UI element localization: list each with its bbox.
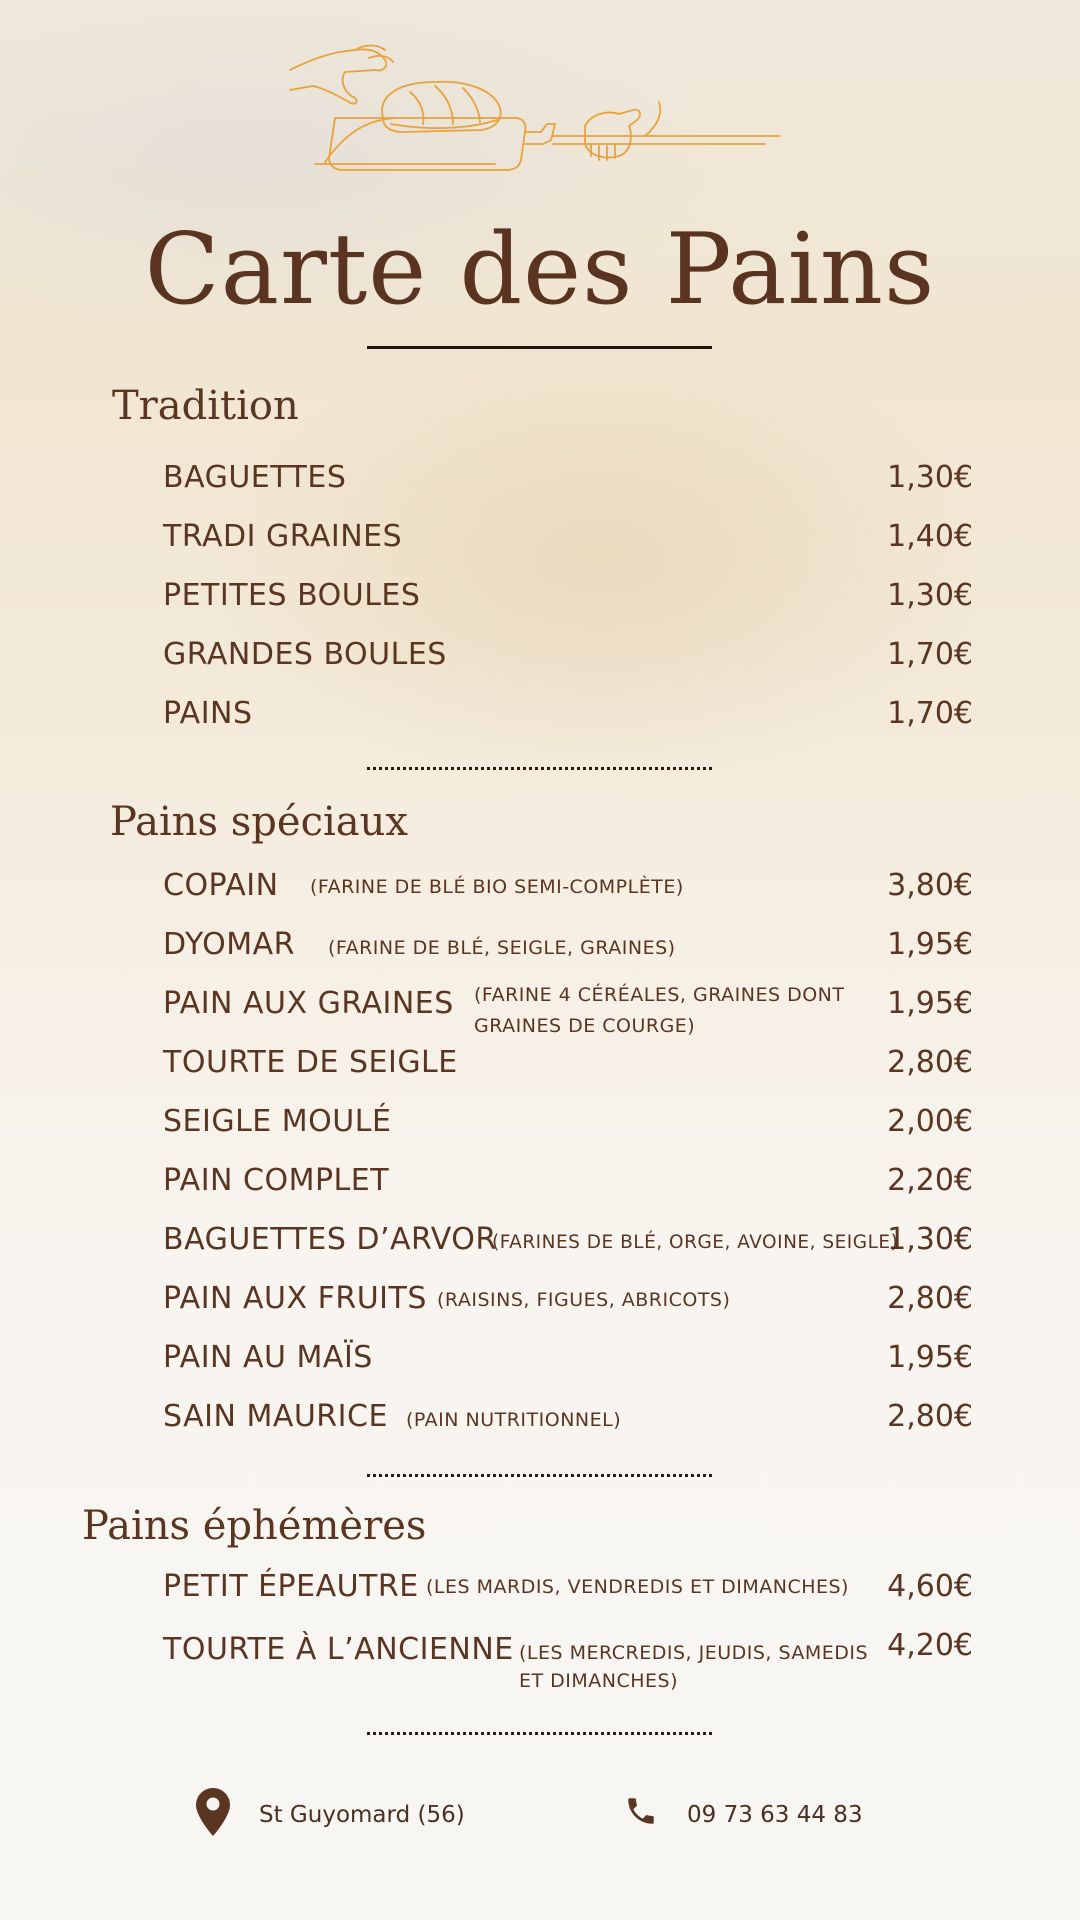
- item-name: TOURTE DE SEIGLE: [163, 1045, 458, 1080]
- item-description-line2: GRAINES DE COURGE): [474, 1015, 696, 1037]
- item-name: PAIN AUX GRAINES: [163, 986, 454, 1021]
- menu-item: [163, 1220, 973, 1280]
- item-price: 1,30€: [887, 460, 973, 495]
- dotted-divider: [367, 1732, 712, 1735]
- item-name: BAGUETTES D’ARVOR: [163, 1222, 497, 1257]
- item-name: PAINS: [163, 696, 253, 731]
- section-title-ephemeres: Pains éphémères: [82, 1503, 427, 1549]
- menu-item: [163, 694, 973, 754]
- item-description: (PAIN NUTRITIONNEL): [406, 1409, 622, 1431]
- menu-item: [163, 1567, 973, 1627]
- menu-item: [163, 1102, 973, 1162]
- phone-icon: [624, 1794, 658, 1828]
- item-name: TRADI GRAINES: [163, 519, 403, 554]
- menu-item: [163, 1338, 973, 1398]
- item-price: 2,00€: [887, 1104, 973, 1139]
- menu-item: [163, 1630, 973, 1690]
- menu-item: [163, 925, 973, 985]
- menu-item: [163, 458, 973, 518]
- map-pin-icon: [196, 1788, 230, 1836]
- item-name: GRANDES BOULES: [163, 637, 447, 672]
- item-description: (LES MARDIS, VENDREDIS ET DIMANCHES): [426, 1576, 849, 1598]
- item-description: (RAISINS, FIGUES, ABRICOTS): [437, 1289, 731, 1311]
- item-name: BAGUETTES: [163, 460, 347, 495]
- item-name: PAIN AUX FRUITS: [163, 1281, 427, 1316]
- section-title-tradition: Tradition: [112, 383, 299, 429]
- menu-item: [163, 1043, 973, 1103]
- item-price: 3,80€: [887, 868, 973, 903]
- item-price: 1,40€: [887, 519, 973, 554]
- menu-item: [163, 984, 973, 1044]
- item-name: SAIN MAURICE: [163, 1399, 388, 1434]
- footer-location: St Guyomard (56): [259, 1802, 465, 1828]
- item-price: 2,80€: [887, 1399, 973, 1434]
- item-description-line1: (FARINE 4 CÉRÉALES, GRAINES DONT: [474, 984, 845, 1006]
- menu-item: [163, 1279, 973, 1339]
- item-name: TOURTE À L’ANCIENNE: [163, 1632, 514, 1667]
- menu-item: [163, 635, 973, 695]
- menu-item: [163, 1161, 973, 1221]
- item-name: SEIGLE MOULÉ: [163, 1104, 392, 1139]
- dotted-divider: [367, 1474, 712, 1477]
- section-title-speciaux: Pains spéciaux: [110, 799, 408, 845]
- item-name: PAIN AU MAÏS: [163, 1340, 373, 1375]
- item-price: 1,70€: [887, 637, 973, 672]
- item-name: DYOMAR: [163, 927, 296, 962]
- menu-item: [163, 866, 973, 926]
- item-description: (FARINE DE BLÉ BIO SEMI-COMPLÈTE): [310, 876, 684, 898]
- item-description: (FARINES DE BLÉ, ORGE, AVOINE, SEIGLE): [492, 1232, 899, 1253]
- menu-item: [163, 1397, 973, 1457]
- bread-peel-illustration: [285, 40, 785, 180]
- item-name: PETITES BOULES: [163, 578, 421, 613]
- title-underline: [367, 346, 712, 349]
- item-name: PAIN COMPLET: [163, 1163, 390, 1198]
- item-price: 4,20€: [887, 1628, 973, 1663]
- item-price: 2,80€: [887, 1045, 973, 1080]
- footer-phone: 09 73 63 44 83: [687, 1802, 863, 1828]
- item-price: 1,70€: [887, 696, 973, 731]
- menu-item: [163, 576, 973, 636]
- item-description-line1: (LES MERCREDIS, JEUDIS, SAMEDIS: [519, 1642, 869, 1664]
- menu-item: [163, 517, 973, 577]
- item-description: (FARINE DE BLÉ, SEIGLE, GRAINES): [328, 937, 676, 959]
- item-name: COPAIN: [163, 868, 279, 903]
- item-price: 1,95€: [887, 927, 973, 962]
- item-description-line2: ET DIMANCHES): [519, 1670, 679, 1692]
- item-price: 4,60€: [887, 1569, 973, 1604]
- item-name: PETIT ÉPEAUTRE: [163, 1569, 419, 1604]
- dotted-divider: [367, 767, 712, 770]
- item-price: 1,95€: [887, 1340, 973, 1375]
- item-price: 2,20€: [887, 1163, 973, 1198]
- item-price: 1,95€: [887, 986, 973, 1021]
- item-price: 1,30€: [887, 578, 973, 613]
- page-title: Carte des Pains: [144, 213, 936, 327]
- item-price: 2,80€: [887, 1281, 973, 1316]
- item-price: 1,30€: [887, 1222, 973, 1257]
